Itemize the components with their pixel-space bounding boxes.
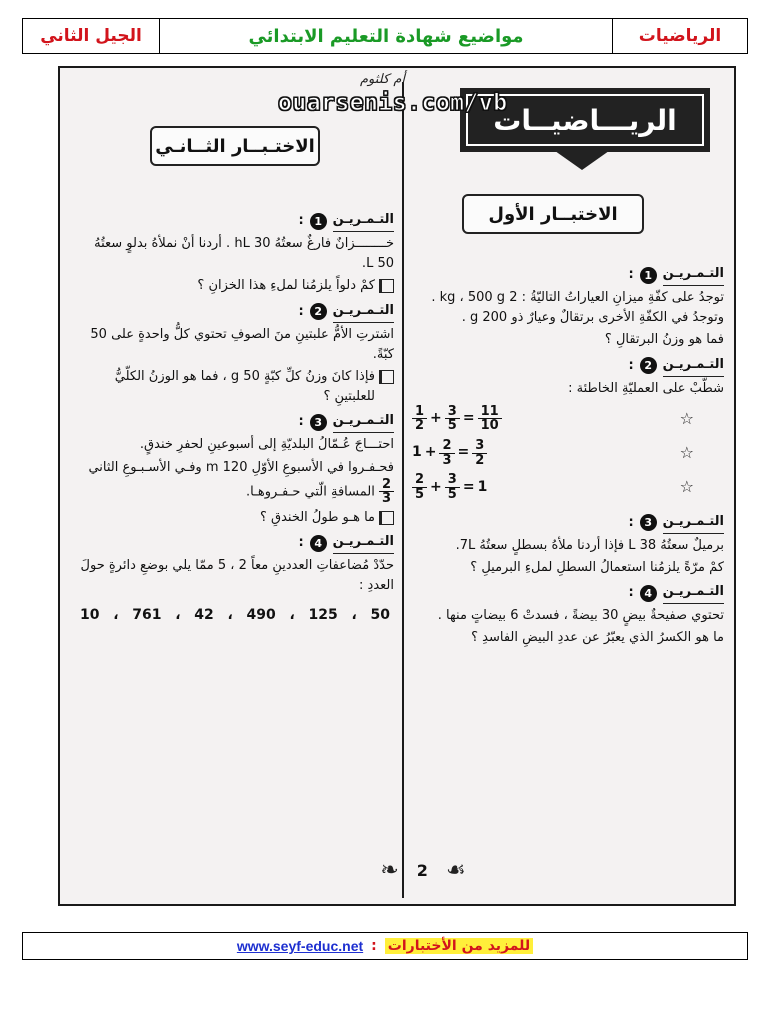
number-list: [76, 605, 394, 627]
star-icon: ☆: [679, 408, 694, 428]
banner-title: الريـــاضيــات: [466, 94, 704, 146]
question-line: [76, 508, 394, 528]
exercise-label: التـمـريـن: [333, 301, 394, 323]
fraction: $\frac{11}{10}$: [478, 405, 502, 433]
exercise-header: [412, 264, 724, 286]
colon: :: [628, 514, 634, 530]
colon: :: [628, 267, 634, 282]
exercise-number-badge: 1: [310, 213, 327, 230]
fraction: $\frac{2}{3}$: [379, 478, 394, 506]
fraction: $\frac{3}{5}$: [445, 473, 460, 501]
exercise-header: [76, 411, 394, 433]
separator: ،: [289, 606, 295, 623]
page-number: 2: [416, 860, 428, 880]
exercise-header: [412, 582, 724, 604]
exercise-question: ما هو الكسرُ الذي يعبّرُ عن عددِ البيضِ الفاسدِ ؟: [471, 630, 724, 646]
exercise-text: اشترتِ الأمُّ علبتينِ منَ الصوفِ تحتوي كلُّ واحدةٍ على 50 كبّةً.: [90, 326, 394, 362]
colon: :: [628, 357, 634, 373]
colon: :: [298, 303, 304, 319]
separator: ،: [113, 606, 119, 623]
exercise-header: [76, 301, 394, 323]
separator: ،: [351, 606, 357, 623]
number-item: 125: [308, 606, 338, 623]
exercise-text: احتـــاجَ عُـمّالُ البلديّةِ إلى أسبوعينِ لحفرِ خندقٍ.: [139, 437, 394, 453]
exercise-number-badge: 2: [310, 303, 327, 320]
number-item: 42: [194, 606, 214, 623]
fraction: $\frac{3}{5}$: [445, 405, 460, 433]
exercise-header: [76, 532, 394, 554]
exercise-header: [412, 355, 724, 377]
exam-sheet: [58, 66, 736, 906]
banner-arrow-icon: [548, 146, 616, 170]
watermark-url: ouarsenis.com/vb: [278, 90, 508, 116]
watermark-name: أم كلثوم: [360, 72, 405, 87]
number-item: 490: [246, 606, 276, 623]
footer-colon: :: [371, 938, 377, 954]
equation-3: $\frac{2}{5}$ + $\frac{3}{5}$ = 1: [412, 473, 487, 501]
book-icon: [379, 279, 394, 293]
colon: :: [298, 213, 304, 228]
exercise-number-badge: 3: [640, 514, 657, 531]
exercise-number-badge: 1: [640, 267, 657, 284]
exercise-number-badge: 2: [640, 357, 657, 374]
fraction: $\frac{1}{2}$: [412, 405, 427, 433]
exercise-label: التـمـريـن: [333, 532, 394, 554]
exercise-instruction: شطّبْ على العمليّةِ الخاطئة :: [568, 380, 724, 396]
exercise-number-badge: 4: [310, 535, 327, 552]
exercise-text: برميلٌ سعتُهُ 38 L فإذا أردنا ملأهُ بسطلٍ سعتُهُ 7L.: [455, 537, 724, 553]
number-item: 50: [370, 606, 390, 623]
colon: :: [298, 414, 304, 430]
exercise-number-badge: 3: [310, 414, 327, 431]
subject-label: الرياضيات: [638, 26, 722, 46]
exercise-label: التـمـريـن: [333, 210, 394, 232]
fraction: $\frac{2}{3}$: [439, 439, 454, 467]
page-ornament: [328, 854, 518, 886]
exercise-header: [76, 210, 394, 232]
number-item: 10: [80, 606, 100, 623]
fraction: $\frac{2}{5}$: [412, 473, 427, 501]
exercise-label: التـمـريـن: [333, 411, 394, 433]
equation-row: [412, 405, 724, 433]
star-icon: ☆: [679, 442, 694, 462]
colon: :: [298, 535, 304, 551]
ornament-left-icon: ❧: [380, 857, 399, 883]
equation-2: 1 + $\frac{2}{3}$ = $\frac{3}{2}$: [412, 439, 487, 467]
exercise-question: فإذا كانَ وزنُ كلِّ كبّةٍ 50 g ، فما هو الوزنُ الكلّيُّ للعلبتينِ ؟: [114, 368, 375, 405]
exercise-text: توجدُ على كفّةِ ميزانِ العياراتُ التاليّةُ : 2 kg ، 500 g . وتوجدُ في الكفّةِ الأخرى برتقالٌ وعيارٌ ذو 200 g .: [431, 290, 724, 326]
test-second-tag: الاختـبــار الثــانـي: [150, 126, 320, 166]
exercise-label: التـمـريـن: [663, 355, 724, 377]
exercise-question: ما هـو طولُ الخندقِ ؟: [259, 509, 375, 525]
exercise-question: كمْ دلواً يلزمُنا لملءِ هذا الخزانِ ؟: [197, 278, 375, 294]
exercise-label: التـمـريـن: [663, 582, 724, 604]
question-line: [76, 367, 394, 407]
exercise-text: خــــــــزانٌ فارغٌ سعتُهُ 30 hL . أردنا أنْ نملأهُ بدلوٍ سعتُهُ 50 L.: [94, 236, 394, 272]
column-divider: [402, 82, 404, 898]
grade-label: الجيل الثاني: [23, 19, 160, 53]
question-line: [76, 276, 394, 296]
exercise-text: تحتوي صفيحةٌ بيضٍ 30 بيضةً ، فسدتْ 6 بيضاتٍ منها .: [437, 608, 724, 624]
exercise-question: فما هو وزنُ البرتقالِ ؟: [604, 332, 724, 348]
book-icon: [379, 511, 394, 525]
test-first-tag: الاختبــار الأول: [462, 194, 644, 234]
number-item: 761: [132, 606, 162, 623]
second-test-column: [76, 206, 394, 626]
fraction: $\frac{3}{2}$: [472, 439, 487, 467]
ornament-right-icon: ☙: [445, 857, 466, 883]
document-title: مواضيع شهادة التعليم الابتدائي: [160, 19, 613, 53]
equation-row: [412, 439, 724, 467]
header-bar: [22, 18, 748, 54]
exercise-header: [412, 512, 724, 534]
separator: ،: [227, 606, 233, 623]
star-icon: ☆: [679, 477, 694, 497]
equation-1: $\frac{1}{2}$ + $\frac{3}{5}$ = $\frac{11}{10}$: [412, 405, 502, 433]
footer-website-link[interactable]: www.seyf-educ.net: [236, 938, 364, 954]
footer-label: للمزيد من الأختبارات: [385, 938, 533, 954]
exercise-text: فحـفـروا في الأسبوعِ الأوّلِ 120 m وفـي الأسـبـوعِ الثاني $\frac{2}{3}$ المسافةِ الّتي حـفـروهـا.: [88, 459, 394, 507]
colon: :: [628, 585, 634, 601]
book-icon: [379, 370, 394, 384]
exercise-label: التـمـريـن: [663, 264, 724, 286]
exercise-text: حدّدْ مُضاعفاتِ العددينِ معاً 2 ، 5 ممّا يلي بوضعِ دائرةٍ حولَ العددِ :: [80, 558, 394, 594]
equation-row: [412, 473, 724, 501]
exercise-number-badge: 4: [640, 585, 657, 602]
first-test-column: [412, 260, 724, 651]
separator: ،: [175, 606, 181, 623]
exercise-label: التـمـريـن: [663, 512, 724, 534]
footer-bar: [22, 932, 748, 960]
exercise-question: كمْ مرّةً يلزمُنا استعمالُ السطلِ لملءِ البرميلِ ؟: [470, 559, 724, 575]
